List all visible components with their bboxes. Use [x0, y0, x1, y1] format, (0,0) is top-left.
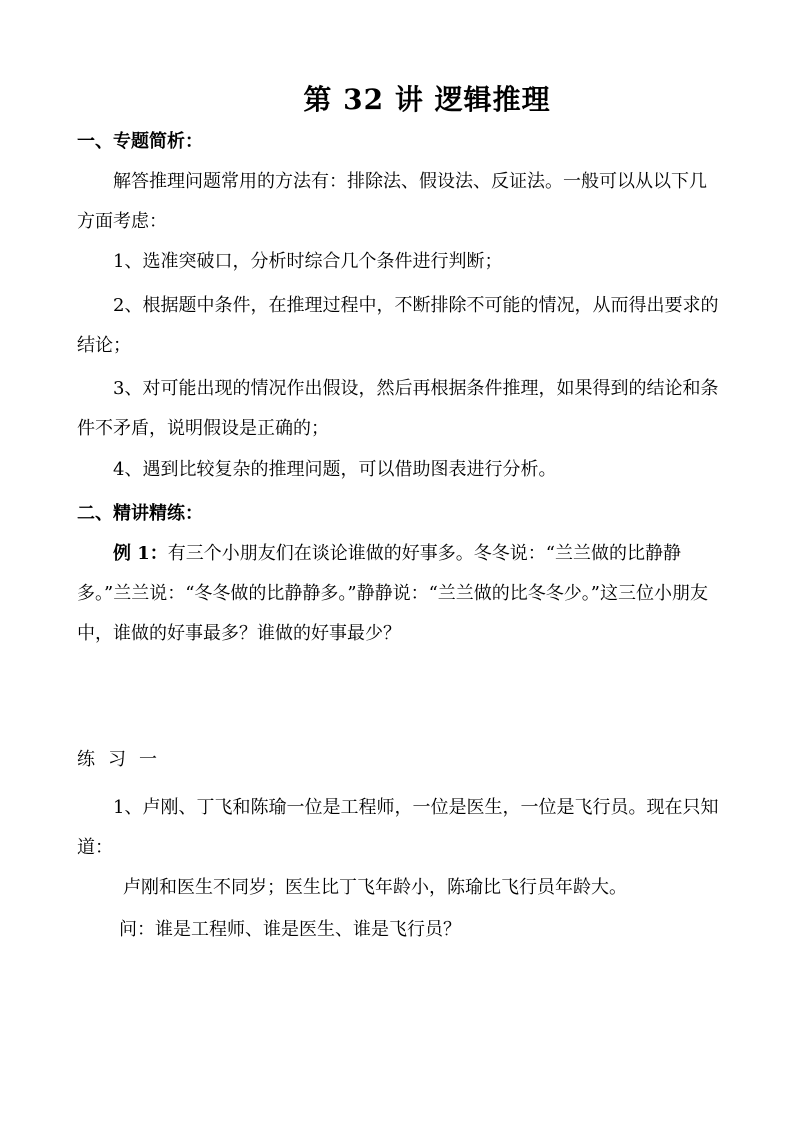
section-heading-practice: 二、精讲精练：	[77, 503, 203, 524]
exercise-ask: 问：谁是工程师、谁是医生、谁是飞行员？	[119, 919, 461, 940]
method-point-4: 4、遇到比较复杂的推理问题，可以借助图表进行分析。	[113, 459, 557, 480]
section-heading-analysis: 一、专题简析：	[77, 131, 203, 152]
exercise-question-1: 1、卢刚、丁飞和陈瑜一位是工程师，一位是医生，一位是飞行员。现在只知道：	[77, 797, 719, 858]
example-label: 例 1：	[113, 543, 168, 564]
intro-paragraph: 解答推理问题常用的方法有：排除法、假设法、反证法。一般可以从以下几方面考虑：	[77, 171, 707, 232]
example-text: 有三个小朋友们在谈论谁做的好事多。冬冬说：“兰兰做的比静静多。”兰兰说：“冬冬做的比静静多。”静静说：“兰兰做的比冬冬少。”这三位小朋友中，谁做的好事最多？谁做的好事最少？	[77, 543, 709, 644]
method-point-3: 3、对可能出现的情况作出假设，然后再根据条件推理，如果得到的结论和条件不矛盾，说明假设是正确的；	[77, 378, 719, 439]
example-1	[77, 534, 723, 654]
method-point-2: 2、根据题中条件，在推理过程中，不断排除不可能的情况，从而得出要求的结论；	[77, 295, 719, 356]
method-point-1: 1、选准突破口，分析时综合几个条件进行判断；	[113, 251, 503, 272]
exercise-heading: 练习一	[77, 749, 170, 770]
exercise-conditions: 卢刚和医生不同岁；医生比丁飞年龄小，陈瑜比飞行员年龄大。	[123, 877, 627, 898]
page-title: 第 32 讲 逻辑推理	[303, 83, 551, 116]
